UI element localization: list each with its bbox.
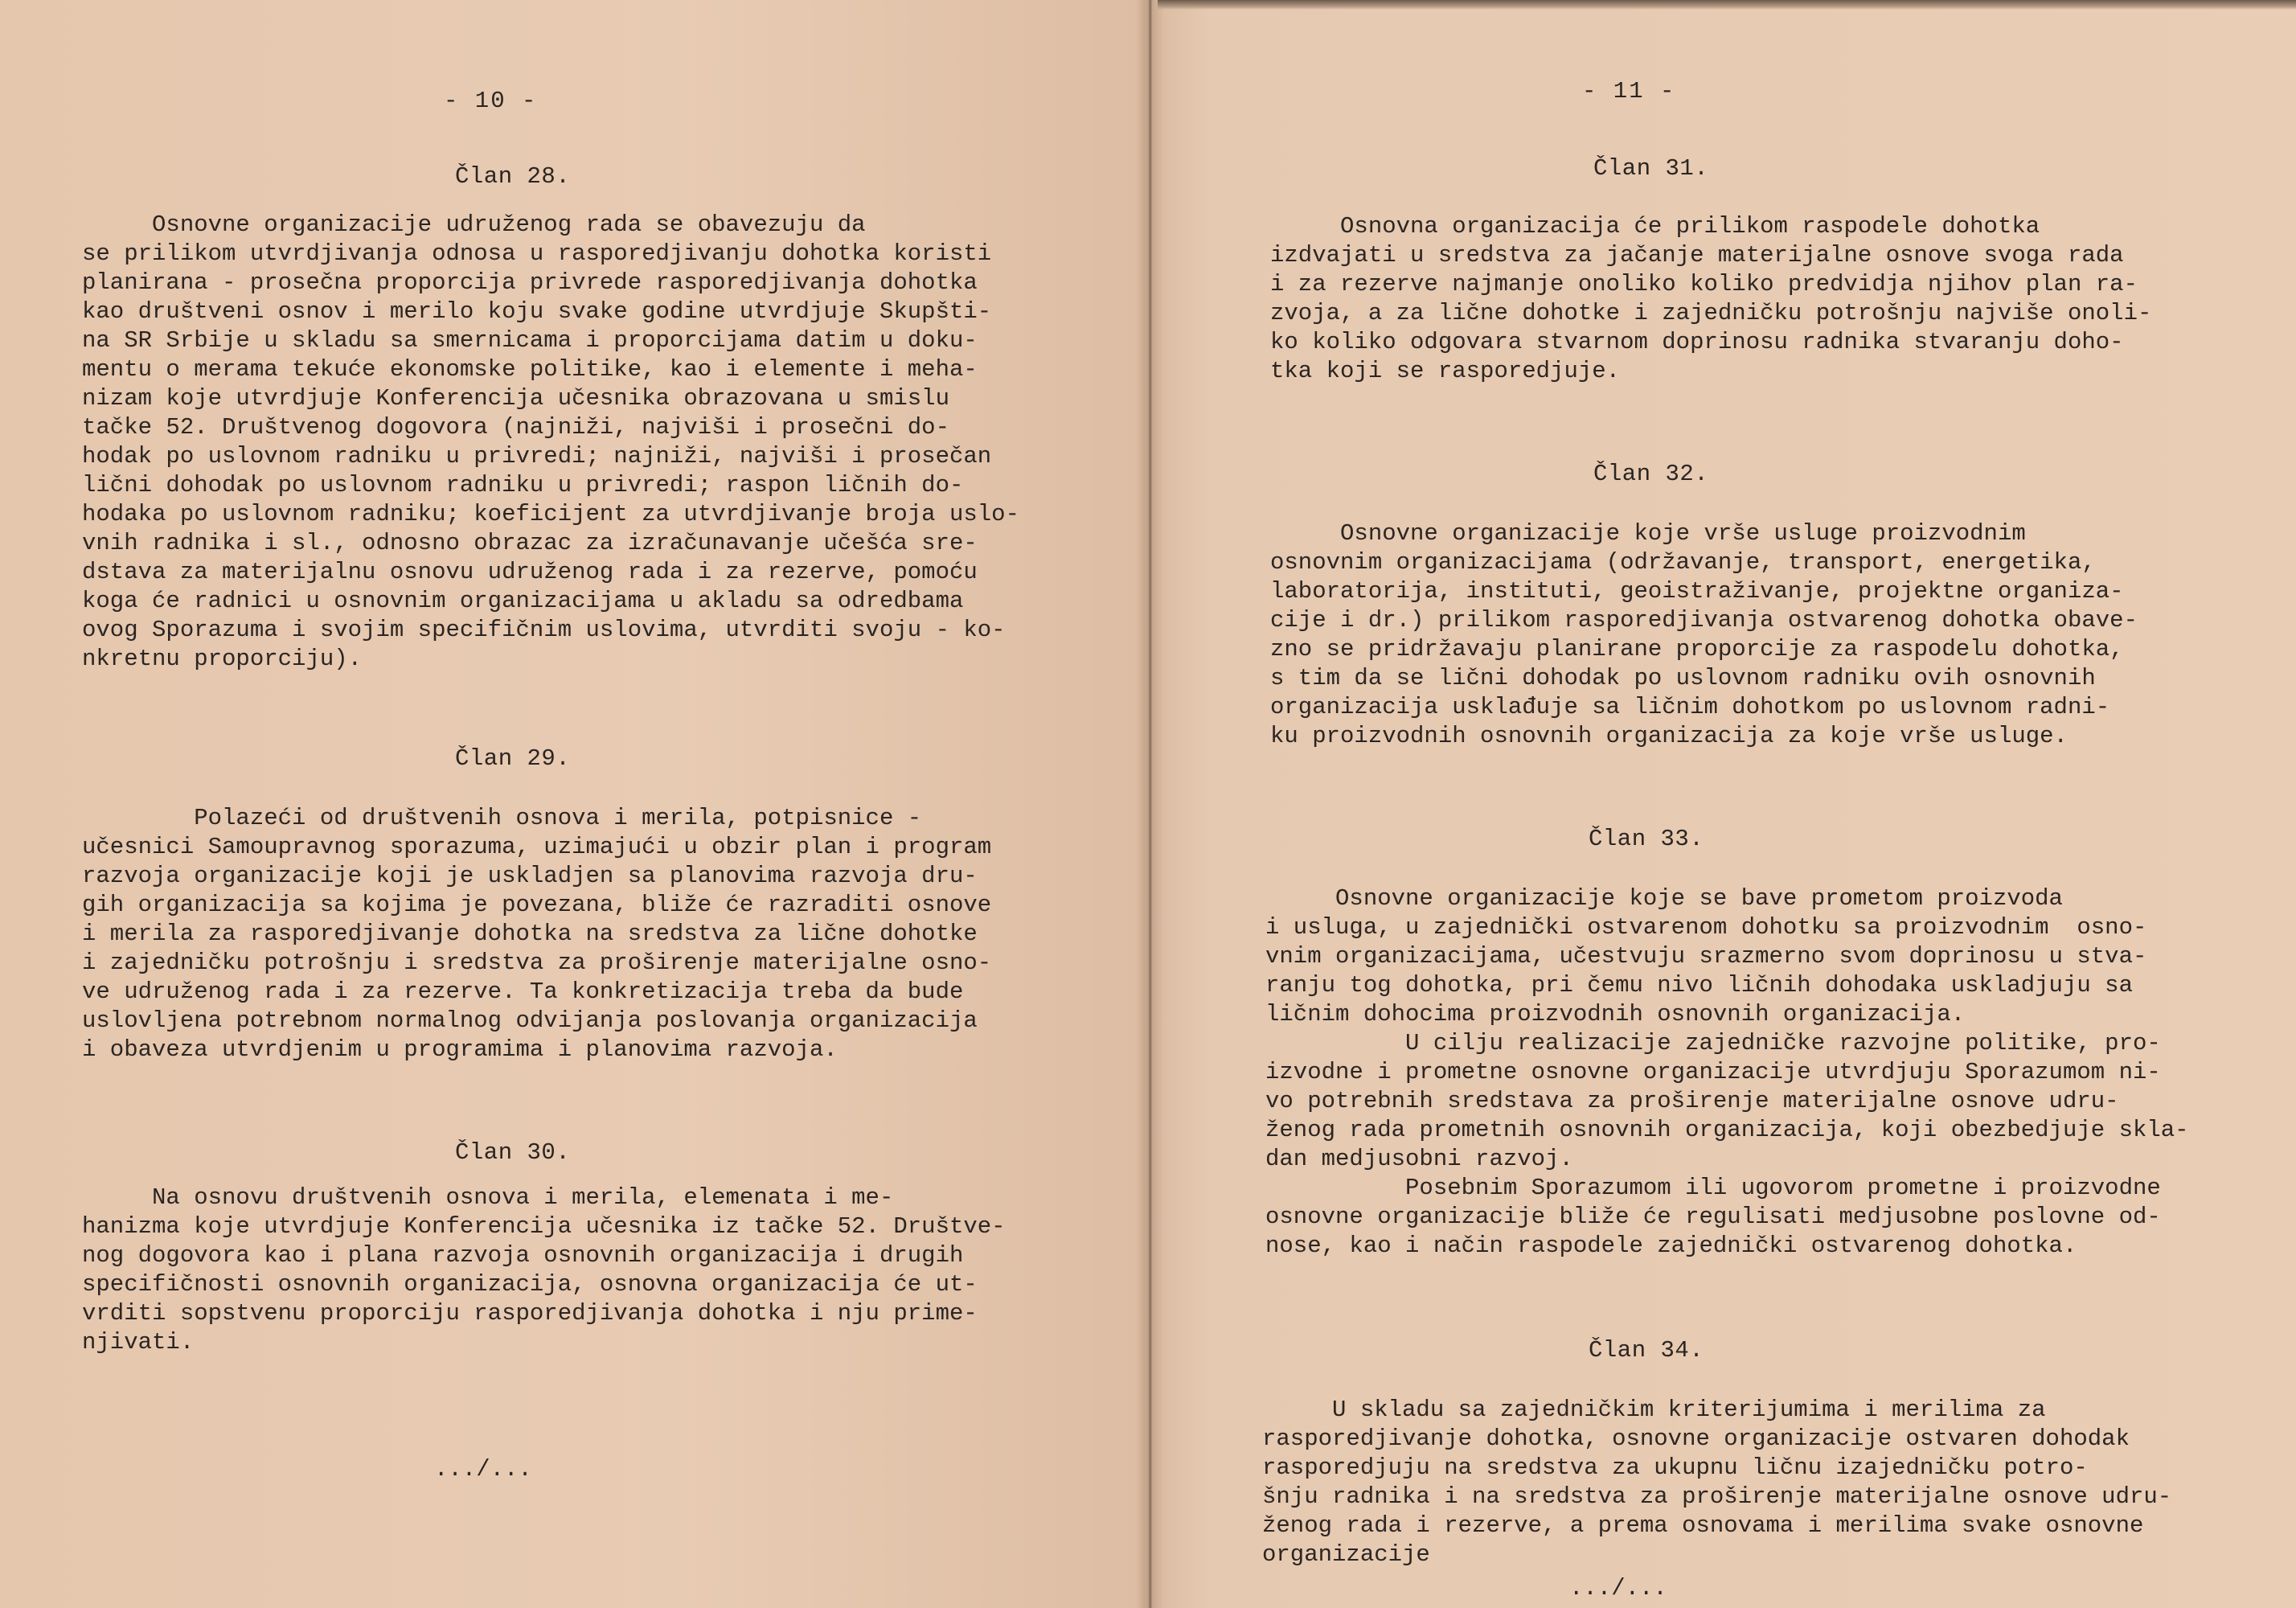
text-line: U cilju realizacije zajedničke razvojne politike, pro- xyxy=(1265,1030,2161,1056)
text-line: Osnovne organizacije koje vrše usluge proizvodnim xyxy=(1270,520,2026,547)
article-heading: Član 28. xyxy=(455,163,571,190)
text-line: se prilikom utvrdjivanja odnosa u rasporedjivanju dohotka koristi xyxy=(82,240,992,267)
text-line: gih organizacija sa kojima je povezana, bliže će razraditi osnove xyxy=(82,892,992,918)
text-line: dstava za materijalnu osnovu udruženog rada i za rezerve, pomoću xyxy=(82,559,978,585)
text-line: zno se pridržavaju planirane proporcije za raspodelu dohotka, xyxy=(1270,636,2124,662)
text-line: nkretnu proporciju). xyxy=(82,646,363,672)
article-heading: Član 31. xyxy=(1593,155,1709,182)
continuation-marker: .../... xyxy=(434,1456,532,1483)
text-line: organizacije xyxy=(1262,1541,1430,1568)
article-heading: Član 32. xyxy=(1593,461,1709,487)
page-top-edge xyxy=(1158,0,2296,10)
text-line: rasporedjivanje dohotka, osnovne organizacije ostvaren dohodak xyxy=(1262,1425,2130,1452)
text-line: ženog rada i rezerve, a prema osnovama i merilima svake osnovne xyxy=(1262,1512,2144,1539)
text-line: uslovljena potrebnom normalnog odvijanja poslovanja organizacija xyxy=(82,1007,978,1034)
text-line: hodaka po uslovnom radniku; koeficijent za utvrdjivanje broja uslo- xyxy=(82,501,1019,527)
text-line: tačke 52. Društvenog dogovora (najniži, najviši i prosečni do- xyxy=(82,414,949,441)
text-line: nizam koje utvrdjuje Konferencija učesnika obrazovana u smislu xyxy=(82,385,949,412)
text-line: i merila za rasporedjivanje dohotka na sredstva za lične dohotke xyxy=(82,921,978,947)
text-line: vnim organizacijama, učestvuju srazmerno svom doprinosu u stva- xyxy=(1265,943,2147,970)
text-line: ve udruženog rada i za rezerve. Ta konkretizacija treba da bude xyxy=(82,978,964,1005)
page-number: - 11 - xyxy=(1582,78,1676,105)
book-gutter xyxy=(1135,0,1164,1608)
text-line: osnovnim organizacijama (održavanje, transport, energetika, xyxy=(1270,549,2096,576)
text-line: organizacija usklađuje sa ličnim dohotkom po uslovnom radni- xyxy=(1270,694,2110,720)
text-line: ko koliko odgovara stvarnom doprinosu radnika stvaranju doho- xyxy=(1270,329,2124,355)
text-line: ovog Sporazuma i svojim specifičnim uslovima, utvrditi svoju - ko- xyxy=(82,617,1006,643)
text-line: vo potrebnih sredstava za proširenje materijalne osnove udru- xyxy=(1265,1088,2119,1114)
article-body xyxy=(1270,212,2151,386)
text-line: vrditi sopstvenu proporciju rasporedjivanja dohotka i nju prime- xyxy=(82,1300,978,1327)
text-line: mentu o merama tekuće ekonomske politike, kao i elemente i meha- xyxy=(82,356,978,383)
text-line: planirana - prosečna proporcija privrede rasporedjivanja dohotka xyxy=(82,269,978,296)
text-line: zvoja, a za lične dohotke i zajedničku potrošnju najviše onoli- xyxy=(1270,300,2152,326)
text-line: izvodne i prometne osnovne organizacije utvrdjuju Sporazumom ni- xyxy=(1265,1059,2161,1085)
article-body xyxy=(1265,884,2189,1261)
left-page xyxy=(0,0,1142,1608)
text-line: laboratorija, instituti, geoistraživanje, projektne organiza- xyxy=(1270,578,2124,605)
text-line: osnovne organizacije bliže će regulisati medjusobne poslovne od- xyxy=(1265,1204,2161,1230)
text-line: vnih radnika i sl., odnosno obrazac za izračunavanje učešća sre- xyxy=(82,530,978,556)
page-number: - 10 - xyxy=(444,88,538,114)
text-line: ženog rada prometnih osnovnih organizacija, koji obezbedjuje skla- xyxy=(1265,1117,2189,1143)
article-body xyxy=(1262,1396,2171,1569)
article-body xyxy=(82,804,991,1064)
continuation-marker: .../... xyxy=(1569,1575,1667,1602)
text-line: razvoja organizacije koji je uskladjen sa planovima razvoja dru- xyxy=(82,863,978,889)
text-line: i zajedničku potrošnju i sredstva za proširenje materijalne osno- xyxy=(82,950,992,976)
text-line: rasporedjuju na sredstva za ukupnu ličnu izajedničku potro- xyxy=(1262,1454,2088,1481)
text-line: i za rezerve najmanje onoliko koliko predvidja njihov plan ra- xyxy=(1270,271,2138,297)
text-line: ranju tog dohotka, pri čemu nivo ličnih dohodaka uskladjuju sa xyxy=(1265,972,2133,999)
article-heading: Član 34. xyxy=(1589,1337,1704,1364)
text-line: učesnici Samoupravnog sporazuma, uzimajući u obzir plan i program xyxy=(82,834,992,860)
right-page xyxy=(1142,0,2296,1608)
text-line: s tim da se lični dohodak po uslovnom radniku ovih osnovnih xyxy=(1270,665,2096,691)
text-line: specifičnosti osnovnih organizacija, osnovna organizacija će ut- xyxy=(82,1271,978,1298)
text-line: nog dogovora kao i plana razvoja osnovnih organizacija i drugih xyxy=(82,1242,964,1269)
text-line: kao društveni osnov i merilo koju svake godine utvrdjuje Skupšti- xyxy=(82,298,992,325)
article-body xyxy=(82,211,1019,674)
text-line: lični dohodak po uslovnom radniku u privredi; raspon ličnih do- xyxy=(82,472,964,498)
text-line: Polazeći od društvenih osnova i merila, potpisnice - xyxy=(82,805,922,831)
text-line: hanizma koje utvrdjuje Konferencija učesnika iz tačke 52. Društve- xyxy=(82,1213,1006,1240)
text-line: i usluga, u zajednički ostvarenom dohotku sa proizvodnim osno- xyxy=(1265,914,2147,941)
text-line: Posebnim Sporazumom ili ugovorom prometne i proizvodne xyxy=(1265,1175,2161,1201)
text-line: tka koji se rasporedjuje. xyxy=(1270,358,1621,384)
text-line: cije i dr.) prilikom rasporedjivanja ostvarenog dohotka obave- xyxy=(1270,607,2138,634)
article-heading: Član 30. xyxy=(455,1139,571,1166)
text-line: U skladu sa zajedničkim kriterijumima i merilima za xyxy=(1262,1397,2046,1423)
article-body xyxy=(82,1183,1006,1357)
text-line: Osnovne organizacije koje se bave prometom proizvoda xyxy=(1265,885,2063,912)
article-heading: Član 29. xyxy=(455,745,571,772)
text-line: ličnim dohocima proizvodnih osnovnih organizacija. xyxy=(1265,1001,1966,1028)
text-line: Na osnovu društvenih osnova i merila, elemenata i me- xyxy=(82,1184,894,1211)
text-line: Osnovne organizacije udruženog rada se obavezuju da xyxy=(82,211,866,238)
text-line: ku proizvodnih osnovnih organizacija za koje vrše usluge. xyxy=(1270,723,2068,749)
text-line: koga će radnici u osnovnim organizacijama u akladu sa odredbama xyxy=(82,588,964,614)
text-line: hodak po uslovnom radniku u privredi; najniži, najviši i prosečan xyxy=(82,443,992,470)
article-heading: Član 33. xyxy=(1589,826,1704,852)
text-line: i obaveza utvrdjenim u programima i planovima razvoja. xyxy=(82,1036,838,1063)
text-line: Osnovna organizacija će prilikom raspodele dohotka xyxy=(1270,213,2040,240)
text-line: na SR Srbije u skladu sa smernicama i proporcijama datim u doku- xyxy=(82,327,978,354)
article-body xyxy=(1270,519,2138,751)
text-line: dan medjusobni razvoj. xyxy=(1265,1146,1573,1172)
text-line: izdvajati u sredstva za jačanje materijalne osnove svoga rada xyxy=(1270,242,2124,269)
text-line: nose, kao i način raspodele zajednički ostvarenog dohotka. xyxy=(1265,1233,2077,1259)
text-line: šnju radnika i na sredstva za proširenje materijalne osnove udru- xyxy=(1262,1483,2172,1510)
text-line: njivati. xyxy=(82,1329,195,1356)
